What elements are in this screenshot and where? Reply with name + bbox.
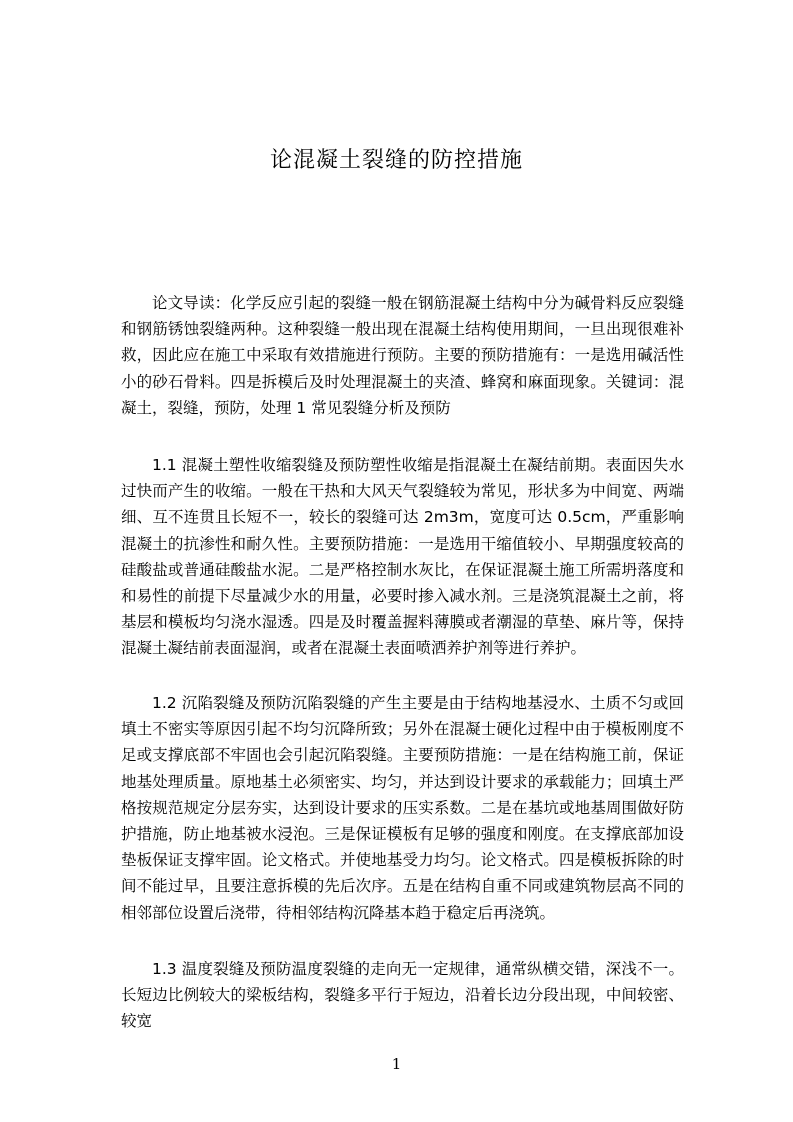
paragraph-section-1-1: 1.1 混凝土塑性收缩裂缝及预防塑性收缩是指混凝土在凝结前期。表面因失水过快而产生的收缩。一般在干热和大风天气裂缝较为常见，形状多为中间宽、两端细、互不连贯且长短不一，较长的裂缝可达 2m3m，宽度可达 0.5cm，严重影响混凝土的抗渗性和耐久性。主要预防措施：一是选用干缩值较小、早期强度较高的硅酸盐或普通硅酸盐水泥。二是严格控制水灰比，在保证混凝土施工所需坍落度和和易性的前提下尽量减少水的用量，必要时掺入减水剂。三是浇筑混凝土之前，将基层和模板均匀浇水湿透。四是及时覆盖握料薄膜或者潮湿的草垫、麻片等，保持混凝土凝结前表面湿润，或者在混凝土表面喷洒养护剂等进行养护。	[121, 456, 684, 658]
page-number: 1	[391, 1055, 402, 1073]
page-title: 论混凝土裂缝的防控措施	[269, 148, 523, 173]
paragraph-section-1-2: 1.2 沉陷裂缝及预防沉陷裂缝的产生主要是由于结构地基浸水、土质不匀或回填土不密实等原因引起不均匀沉降所致；另外在混凝士硬化过程中由于模板刚度不足或支撑底部不牢固也会引起沉陷裂缝。主要预防措施：一是在结构施工前，保证地基处理质量。原地基土必须密实、均匀，并达到设计要求的承载能力；回填土严格按规范规定分层夯实，达到设计要求的压实系数。二是在基坑或地基周围做好防护措施，防止地基被水浸泡。三是保证模板有足够的强度和刚度。在支撑底部加设垫板保证支撑牢固。论文格式。并使地基受力均匀。论文格式。四是模板拆除的时间不能过早，且要注意拆模的先后次序。五是在结构自重不同或建筑物层高不同的相邻部位设置后浇带，待相邻结构沉降基本趋于稳定后再浇筑。	[121, 694, 684, 922]
paragraph-section-1-3: 1.3 温度裂缝及预防温度裂缝的走向无一定规律，通常纵横交错，深浅不一。长短边比例较大的梁板结构，裂缝多平行于短边，沿着长边分段出现，中间较密、较宽	[121, 960, 684, 1031]
paragraph-intro: 论文导读：化学反应引起的裂缝一般在钢筋混凝土结构中分为碱骨料反应裂缝和钢筋锈蚀裂缝两种。这种裂缝一般出现在混凝土结构使用期间，一旦出现很难补救，因此应在施工中采取有效措施进行预防。主要的预防措施有：一是选用碱活性小的砂石骨料。四是拆模后及时处理混凝土的夹渣、蜂窝和麻面现象。关键词：混凝土，裂缝，预防，处理 1 常见裂缝分析及预防	[121, 294, 684, 417]
